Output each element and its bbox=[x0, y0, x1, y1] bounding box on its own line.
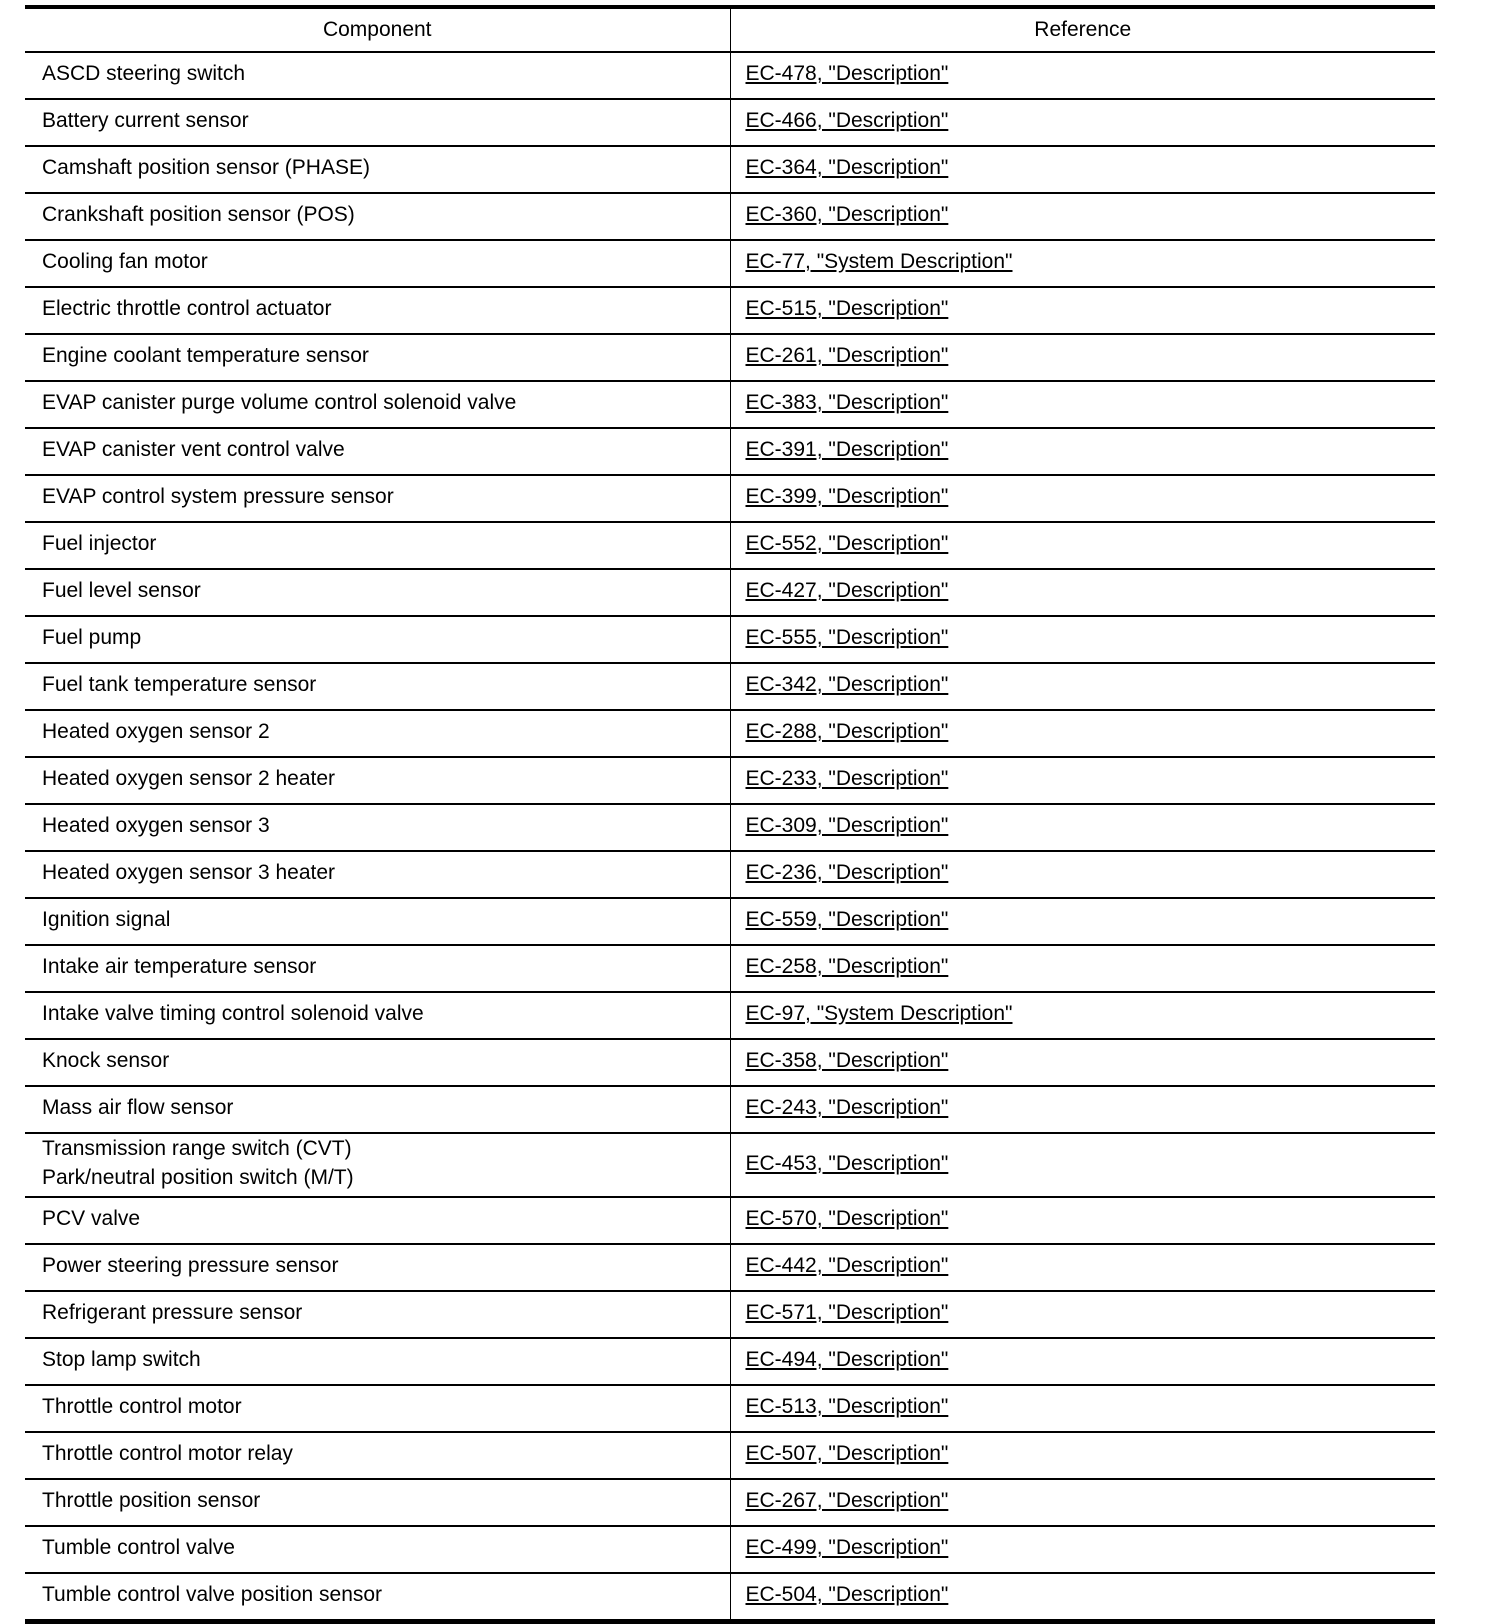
table-row bbox=[25, 1133, 1435, 1197]
reference-link[interactable]: EC-559, "Description" bbox=[745, 908, 949, 931]
table-row bbox=[25, 1479, 1435, 1526]
component-name: Electric throttle control actuator bbox=[42, 297, 332, 320]
reference-cell bbox=[730, 1338, 1435, 1385]
table-row bbox=[25, 522, 1435, 569]
reference-link[interactable]: EC-507, "Description" bbox=[745, 1442, 949, 1465]
reference-link[interactable]: EC-453, "Description" bbox=[745, 1151, 949, 1175]
reference-link[interactable]: EC-399, "Description" bbox=[745, 485, 949, 508]
component-cell bbox=[25, 193, 730, 240]
component-cell bbox=[25, 522, 730, 569]
table-row bbox=[25, 1385, 1435, 1432]
component-name: Mass air flow sensor bbox=[42, 1096, 234, 1119]
component-name: Ignition signal bbox=[42, 908, 171, 931]
reference-link[interactable]: EC-494, "Description" bbox=[745, 1348, 949, 1371]
component-name: Refrigerant pressure sensor bbox=[42, 1301, 303, 1324]
reference-cell bbox=[730, 757, 1435, 804]
reference-cell bbox=[730, 663, 1435, 710]
table-row bbox=[25, 193, 1435, 240]
reference-link[interactable]: EC-243, "Description" bbox=[745, 1096, 949, 1119]
component-name: Intake valve timing control solenoid valve bbox=[42, 1002, 424, 1025]
component-name: Fuel injector bbox=[42, 532, 157, 555]
table-row bbox=[25, 804, 1435, 851]
reference-link[interactable]: EC-288, "Description" bbox=[745, 720, 949, 743]
component-name: Heated oxygen sensor 2 heater bbox=[42, 767, 336, 790]
reference-cell bbox=[730, 1291, 1435, 1338]
reference-link[interactable]: EC-97, "System Description" bbox=[745, 1002, 1013, 1025]
component-name: Fuel tank temperature sensor bbox=[42, 673, 317, 696]
table-row bbox=[25, 52, 1435, 99]
component-name: EVAP canister purge volume control solenoid valve bbox=[42, 391, 517, 414]
component-cell bbox=[25, 992, 730, 1039]
component-cell bbox=[25, 287, 730, 334]
component-name: Power steering pressure sensor bbox=[42, 1254, 339, 1277]
table-row bbox=[25, 428, 1435, 475]
reference-cell bbox=[730, 851, 1435, 898]
component-cell bbox=[25, 1573, 730, 1622]
component-name: Heated oxygen sensor 3 heater bbox=[42, 861, 336, 884]
component-cell bbox=[25, 1291, 730, 1338]
table-row bbox=[25, 992, 1435, 1039]
component-reference-table bbox=[25, 5, 1435, 1624]
component-cell bbox=[25, 804, 730, 851]
header-reference: Reference bbox=[730, 7, 1435, 52]
component-cell bbox=[25, 99, 730, 146]
reference-cell bbox=[730, 1526, 1435, 1573]
reference-cell bbox=[730, 193, 1435, 240]
component-cell bbox=[25, 1244, 730, 1291]
reference-cell bbox=[730, 1432, 1435, 1479]
table-row bbox=[25, 1338, 1435, 1385]
reference-link[interactable]: EC-555, "Description" bbox=[745, 626, 949, 649]
component-name: ASCD steering switch bbox=[42, 62, 246, 85]
component-name: Engine coolant temperature sensor bbox=[42, 344, 369, 367]
table-row bbox=[25, 851, 1435, 898]
reference-link[interactable]: EC-77, "System Description" bbox=[745, 250, 1013, 273]
reference-link[interactable]: EC-267, "Description" bbox=[745, 1489, 949, 1512]
component-cell bbox=[25, 569, 730, 616]
component-cell bbox=[25, 663, 730, 710]
reference-cell bbox=[730, 1479, 1435, 1526]
component-cell bbox=[25, 381, 730, 428]
reference-cell bbox=[730, 898, 1435, 945]
table-row bbox=[25, 898, 1435, 945]
table-row bbox=[25, 710, 1435, 757]
reference-link[interactable]: EC-383, "Description" bbox=[745, 391, 949, 414]
component-cell bbox=[25, 1039, 730, 1086]
table-row bbox=[25, 1039, 1435, 1086]
component-cell bbox=[25, 851, 730, 898]
table-header-row bbox=[25, 7, 1435, 52]
component-name: Park/neutral position switch (M/T) bbox=[42, 1166, 354, 1189]
component-cell bbox=[25, 1197, 730, 1244]
reference-link[interactable]: EC-233, "Description" bbox=[745, 767, 949, 790]
table-row bbox=[25, 1573, 1435, 1622]
reference-cell bbox=[730, 99, 1435, 146]
reference-cell bbox=[730, 1244, 1435, 1291]
reference-link[interactable]: EC-478, "Description" bbox=[745, 62, 949, 85]
reference-link[interactable]: EC-571, "Description" bbox=[745, 1301, 949, 1324]
reference-link[interactable]: EC-358, "Description" bbox=[745, 1049, 949, 1072]
table-row bbox=[25, 569, 1435, 616]
component-cell bbox=[25, 1479, 730, 1526]
table-body bbox=[25, 52, 1435, 1622]
table-row bbox=[25, 1291, 1435, 1338]
table-row bbox=[25, 616, 1435, 663]
component-cell bbox=[25, 710, 730, 757]
component-name: PCV valve bbox=[42, 1207, 141, 1230]
reference-cell bbox=[730, 522, 1435, 569]
reference-cell bbox=[730, 146, 1435, 193]
component-name: Transmission range switch (CVT) bbox=[42, 1137, 352, 1160]
component-cell bbox=[25, 1086, 730, 1133]
reference-link[interactable]: EC-364, "Description" bbox=[745, 156, 949, 179]
component-name: Intake air temperature sensor bbox=[42, 955, 317, 978]
component-name: Stop lamp switch bbox=[42, 1348, 201, 1371]
component-cell bbox=[25, 334, 730, 381]
reference-cell bbox=[730, 569, 1435, 616]
table-row bbox=[25, 1432, 1435, 1479]
reference-cell bbox=[730, 240, 1435, 287]
reference-cell bbox=[730, 616, 1435, 663]
component-cell bbox=[25, 475, 730, 522]
table-row bbox=[25, 1526, 1435, 1573]
reference-cell bbox=[730, 1197, 1435, 1244]
reference-cell bbox=[730, 992, 1435, 1039]
reference-link[interactable]: EC-360, "Description" bbox=[745, 203, 949, 226]
component-name: Heated oxygen sensor 2 bbox=[42, 720, 270, 743]
reference-link[interactable]: EC-515, "Description" bbox=[745, 297, 949, 320]
component-name: Cooling fan motor bbox=[42, 250, 208, 273]
reference-link[interactable]: EC-261, "Description" bbox=[745, 344, 949, 367]
component-cell bbox=[25, 1385, 730, 1432]
reference-link[interactable]: EC-570, "Description" bbox=[745, 1207, 949, 1230]
reference-cell bbox=[730, 1133, 1435, 1197]
component-name: Fuel pump bbox=[42, 626, 142, 649]
reference-cell bbox=[730, 804, 1435, 851]
component-name: Knock sensor bbox=[42, 1049, 170, 1072]
component-name: Tumble control valve bbox=[42, 1536, 235, 1559]
component-cell bbox=[25, 898, 730, 945]
reference-link[interactable]: EC-236, "Description" bbox=[745, 861, 949, 884]
component-name: Throttle position sensor bbox=[42, 1489, 261, 1512]
table-row bbox=[25, 381, 1435, 428]
component-cell bbox=[25, 1526, 730, 1573]
reference-cell bbox=[730, 381, 1435, 428]
component-cell bbox=[25, 757, 730, 804]
reference-cell bbox=[730, 1573, 1435, 1622]
reference-cell bbox=[730, 287, 1435, 334]
table-row bbox=[25, 1197, 1435, 1244]
component-cell bbox=[25, 945, 730, 992]
reference-link[interactable]: EC-391, "Description" bbox=[745, 438, 949, 461]
component-name: Crankshaft position sensor (POS) bbox=[42, 203, 355, 226]
reference-cell bbox=[730, 428, 1435, 475]
reference-link[interactable]: EC-427, "Description" bbox=[745, 579, 949, 602]
reference-cell bbox=[730, 1086, 1435, 1133]
component-cell bbox=[25, 52, 730, 99]
reference-cell bbox=[730, 1039, 1435, 1086]
component-cell bbox=[25, 240, 730, 287]
reference-link[interactable]: EC-258, "Description" bbox=[745, 955, 949, 978]
reference-cell bbox=[730, 334, 1435, 381]
reference-cell bbox=[730, 710, 1435, 757]
component-cell bbox=[25, 146, 730, 193]
component-name: Heated oxygen sensor 3 bbox=[42, 814, 270, 837]
table-row bbox=[25, 757, 1435, 804]
component-name: Camshaft position sensor (PHASE) bbox=[42, 156, 370, 179]
reference-cell bbox=[730, 52, 1435, 99]
reference-link[interactable]: EC-309, "Description" bbox=[745, 814, 949, 837]
table-row bbox=[25, 1086, 1435, 1133]
reference-link[interactable]: EC-552, "Description" bbox=[745, 532, 949, 555]
reference-link[interactable]: EC-499, "Description" bbox=[745, 1536, 949, 1559]
component-name: Throttle control motor relay bbox=[42, 1442, 293, 1465]
reference-cell bbox=[730, 945, 1435, 992]
component-cell bbox=[25, 616, 730, 663]
table-row bbox=[25, 240, 1435, 287]
table-row bbox=[25, 1244, 1435, 1291]
component-cell bbox=[25, 1338, 730, 1385]
component-name: Fuel level sensor bbox=[42, 579, 201, 602]
component-name: Tumble control valve position sensor bbox=[42, 1583, 383, 1606]
reference-link[interactable]: EC-442, "Description" bbox=[745, 1254, 949, 1277]
component-cell bbox=[25, 428, 730, 475]
table-row bbox=[25, 334, 1435, 381]
table-row bbox=[25, 99, 1435, 146]
component-name: Battery current sensor bbox=[42, 109, 249, 132]
header-component: Component bbox=[25, 7, 730, 52]
reference-link[interactable]: EC-342, "Description" bbox=[745, 673, 949, 696]
component-cell bbox=[25, 1133, 730, 1197]
table-row bbox=[25, 475, 1435, 522]
component-name: Throttle control motor bbox=[42, 1395, 242, 1418]
table-row bbox=[25, 146, 1435, 193]
table-row bbox=[25, 945, 1435, 992]
component-name: EVAP canister vent control valve bbox=[42, 438, 345, 461]
component-name: EVAP control system pressure sensor bbox=[42, 485, 394, 508]
reference-cell bbox=[730, 1385, 1435, 1432]
reference-link[interactable]: EC-504, "Description" bbox=[745, 1583, 949, 1606]
component-cell bbox=[25, 1432, 730, 1479]
reference-link[interactable]: EC-513, "Description" bbox=[745, 1395, 949, 1418]
reference-cell bbox=[730, 475, 1435, 522]
table-row bbox=[25, 287, 1435, 334]
reference-link[interactable]: EC-466, "Description" bbox=[745, 109, 949, 132]
table-row bbox=[25, 663, 1435, 710]
